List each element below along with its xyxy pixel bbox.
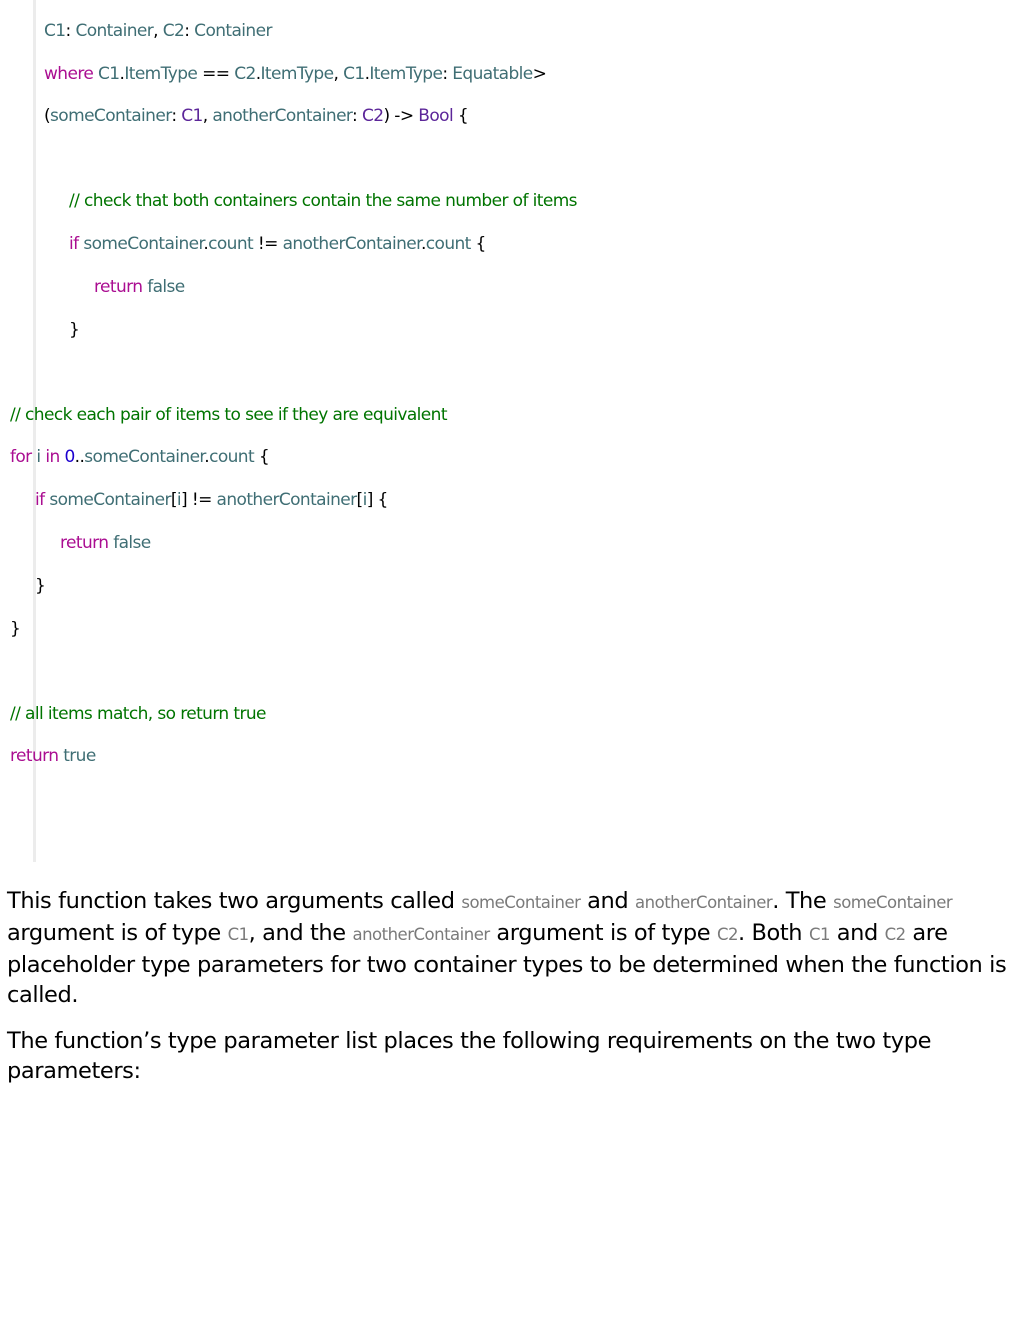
code-line bbox=[44, 63, 546, 85]
inline-code: someContainer bbox=[833, 893, 953, 912]
paragraph-function-arguments bbox=[7, 886, 1017, 1010]
code-token: return bbox=[10, 746, 64, 766]
code-line bbox=[10, 703, 266, 725]
code-token: someContainer bbox=[83, 234, 204, 254]
code-token: someContainer bbox=[49, 490, 171, 510]
code-token: { bbox=[453, 106, 469, 126]
code-token: count bbox=[208, 234, 254, 254]
code-token: . bbox=[364, 64, 370, 84]
code-token: .. bbox=[74, 447, 85, 467]
code-line bbox=[10, 404, 447, 426]
code-token: i bbox=[36, 447, 46, 467]
code-token: [ bbox=[170, 490, 177, 510]
code-token: : bbox=[184, 21, 195, 41]
inline-code: anotherContainer bbox=[352, 925, 490, 944]
code-token: : bbox=[352, 106, 362, 126]
code-token: false bbox=[147, 277, 185, 297]
code-token: Equatable bbox=[452, 64, 533, 84]
prose-text: This function takes two arguments called bbox=[7, 888, 462, 914]
code-token: Bool bbox=[418, 106, 454, 126]
code-token: : bbox=[442, 64, 453, 84]
prose-text: argument is of type bbox=[489, 920, 717, 946]
code-line bbox=[44, 20, 272, 42]
code-line bbox=[35, 575, 45, 597]
code-token: someContainer bbox=[84, 447, 205, 467]
inline-code: anotherContainer bbox=[635, 893, 773, 912]
code-token: . bbox=[119, 64, 125, 84]
code-token: C2 bbox=[162, 21, 185, 41]
code-line bbox=[10, 745, 96, 767]
code-token: anotherContainer bbox=[212, 106, 353, 126]
code-token: { bbox=[470, 234, 486, 254]
code-token: : bbox=[171, 106, 182, 126]
code-token: i bbox=[362, 490, 367, 510]
code-token: ] { bbox=[366, 490, 388, 510]
code-token: . bbox=[420, 234, 426, 254]
inline-code: C2 bbox=[716, 925, 738, 944]
prose-text: , and the bbox=[248, 920, 353, 946]
code-token: C1 bbox=[98, 64, 120, 84]
code-token: . bbox=[203, 234, 209, 254]
code-token: , bbox=[333, 64, 344, 84]
code-token: true bbox=[63, 746, 96, 766]
prose-text: and bbox=[829, 920, 885, 946]
code-token: { bbox=[254, 447, 270, 467]
code-gutter-line bbox=[33, 0, 36, 862]
code-token: in bbox=[45, 447, 65, 467]
code-token: != bbox=[253, 234, 283, 254]
code-token: } bbox=[35, 576, 46, 596]
code-token: anotherContainer bbox=[282, 234, 421, 254]
code-line bbox=[69, 190, 577, 212]
code-token: == bbox=[197, 64, 235, 84]
code-token: C2 bbox=[234, 64, 256, 84]
code-token: count bbox=[425, 234, 471, 254]
code-token: } bbox=[10, 619, 21, 639]
code-line bbox=[44, 105, 468, 127]
inline-code: someContainer bbox=[461, 893, 581, 912]
code-token: C1 bbox=[181, 106, 203, 126]
paragraph-type-requirements: The function’s type parameter list places the following requirements on the two type parameters: bbox=[7, 1028, 932, 1084]
code-token: if bbox=[69, 234, 84, 254]
inline-code: C1 bbox=[808, 925, 830, 944]
code-token: // check that both containers contain the same number of items bbox=[69, 191, 577, 211]
code-line bbox=[10, 446, 269, 468]
code-token: someContainer bbox=[50, 106, 172, 126]
code-token: Container bbox=[75, 21, 154, 41]
code-token: // check each pair of items to see if they are equivalent bbox=[10, 405, 447, 425]
prose-text: . The bbox=[772, 888, 834, 914]
code-line bbox=[69, 319, 79, 341]
code-token: if bbox=[35, 490, 50, 510]
code-token: ( bbox=[44, 106, 51, 126]
code-token: ItemType bbox=[260, 64, 334, 84]
code-token: for bbox=[10, 447, 37, 467]
code-token: 0 bbox=[64, 447, 75, 467]
code-token: . bbox=[255, 64, 261, 84]
prose-text: argument is of type bbox=[7, 920, 228, 946]
prose-text: and bbox=[580, 888, 636, 914]
code-line bbox=[60, 532, 151, 554]
code-token: C1 bbox=[343, 64, 365, 84]
code-token: } bbox=[69, 320, 80, 340]
code-token: ] != bbox=[181, 490, 217, 510]
code-token: where bbox=[44, 64, 99, 84]
code-token: i bbox=[176, 490, 182, 510]
code-line bbox=[69, 233, 486, 255]
code-token: count bbox=[209, 447, 255, 467]
code-token: C1 bbox=[44, 21, 66, 41]
code-token: Container bbox=[194, 21, 272, 41]
code-token: return bbox=[94, 277, 148, 297]
code-line bbox=[10, 618, 20, 640]
code-token: return bbox=[60, 533, 114, 553]
code-token: , bbox=[153, 21, 163, 41]
code-line bbox=[94, 276, 185, 298]
code-token: false bbox=[113, 533, 151, 553]
code-token: ItemType bbox=[369, 64, 443, 84]
code-token: . bbox=[204, 447, 210, 467]
inline-code: C1 bbox=[227, 925, 249, 944]
code-line bbox=[35, 489, 388, 511]
prose-text: . Both bbox=[737, 920, 809, 946]
code-token: [ bbox=[356, 490, 363, 510]
code-token: > bbox=[532, 64, 547, 84]
inline-code: C2 bbox=[884, 925, 906, 944]
code-token: ItemType bbox=[124, 64, 198, 84]
prose-text: are placeholder type parameters for two container types to be determined when the function is called. bbox=[7, 920, 1007, 1008]
code-token: , bbox=[202, 106, 213, 126]
code-token: ) -> bbox=[383, 106, 419, 126]
code-token: // all items match, so return true bbox=[10, 704, 266, 724]
code-token: anotherContainer bbox=[216, 490, 357, 510]
code-token: : bbox=[65, 21, 76, 41]
code-token: C2 bbox=[361, 106, 384, 126]
